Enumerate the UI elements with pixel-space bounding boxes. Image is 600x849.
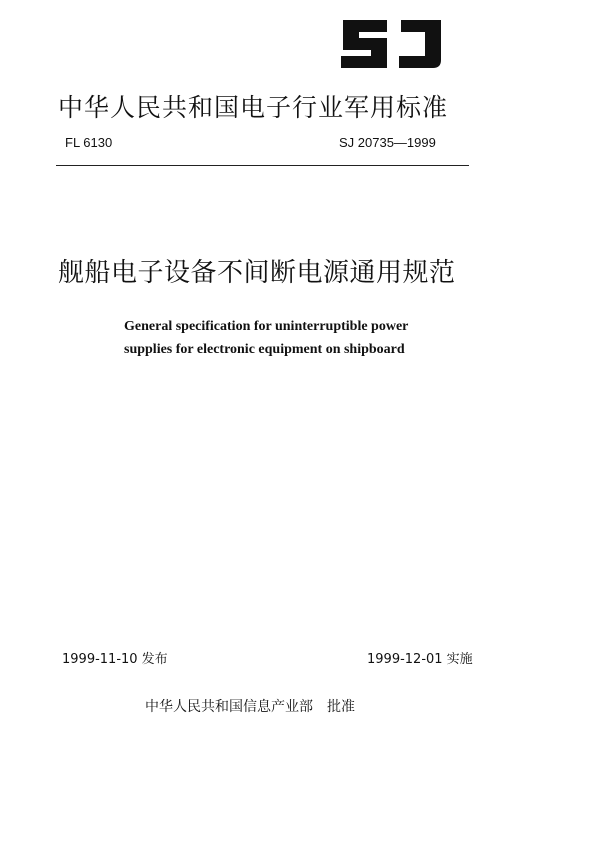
sj-logo — [337, 14, 447, 74]
approval-action: 批准 — [327, 699, 355, 715]
classification-code: FL 6130 — [65, 135, 113, 150]
document-title-chinese: 舰船电子设备不间断电源通用规范 — [58, 258, 456, 288]
header-divider — [56, 165, 469, 166]
document-title-english — [124, 315, 408, 361]
effective-date: 1999-12-01 实施 — [367, 652, 473, 667]
approving-authority: 中华人民共和国信息产业部 — [145, 699, 313, 715]
approval-line — [145, 696, 355, 716]
english-title-line-1: General specification for uninterruptible power — [124, 319, 409, 334]
header-title: 中华人民共和国电子行业军用标准 — [58, 93, 449, 122]
standard-number: SJ 20735—1999 — [339, 135, 436, 150]
issue-date: 1999-11-10 发布 — [62, 652, 168, 667]
english-title-line-2: supplies for electronic equipment on shipboard — [124, 342, 405, 357]
